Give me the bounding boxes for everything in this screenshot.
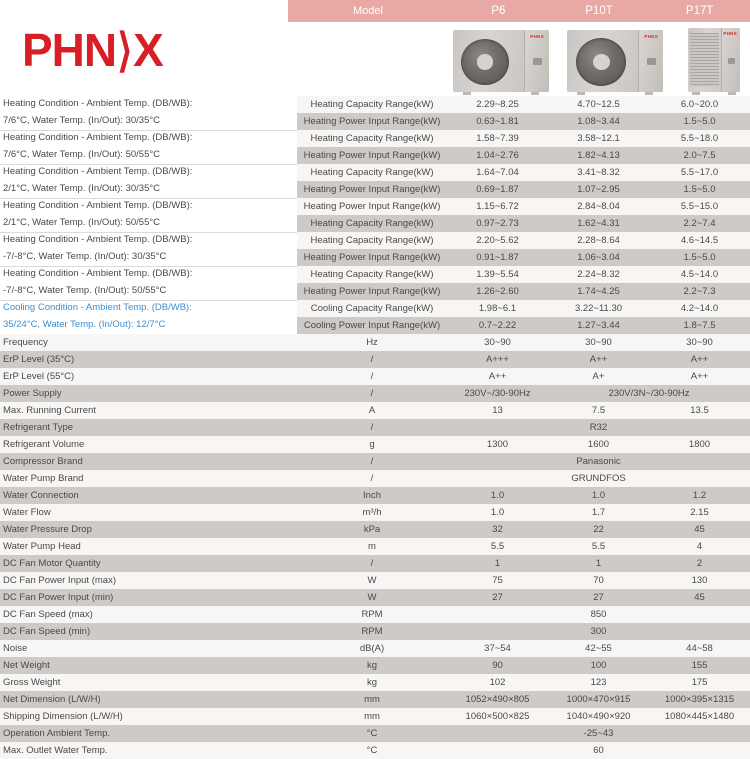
spec-unit: kg (297, 674, 447, 691)
value-p6: 0.91~1.87 (447, 249, 548, 266)
spec-label: Gross Weight (0, 674, 297, 691)
spec-label: DC Fan Speed (min) (0, 623, 297, 640)
value-p6: 102 (447, 674, 548, 691)
condition-label-line2: 7/6°C, Water Temp. (In/Out): 30/35°C (0, 113, 297, 130)
value-p6: 1.04~2.76 (447, 147, 548, 164)
value-p10t: 2.84~8.04 (548, 198, 649, 215)
spec-label: Water Pump Head (0, 538, 297, 555)
spec-unit: g (297, 436, 447, 453)
value-p6: 5.5 (447, 538, 548, 555)
table-row (0, 130, 750, 147)
model-header-band (288, 0, 750, 22)
value-p6: 30~90 (447, 334, 548, 351)
model-column-header-p6: P6 (491, 5, 506, 17)
value-p17t: 6.0~20.0 (649, 96, 750, 113)
value-p17t: 1800 (649, 436, 750, 453)
value-p6: 1060×500×825 (447, 708, 548, 725)
table-row (0, 181, 750, 198)
spec-unit: m³/h (297, 504, 447, 521)
value-p17t: 30~90 (649, 334, 750, 351)
spec-unit: W (297, 572, 447, 589)
value-p6: 75 (447, 572, 548, 589)
spec-label: Shipping Dimension (L/W/H) (0, 708, 297, 725)
value-p6: 1 (447, 555, 548, 572)
condition-label-line1: Heating Condition - Ambient Temp. (DB/WB): (0, 96, 297, 113)
table-row (0, 198, 750, 215)
table-row (0, 266, 750, 283)
value-p10t: 3.58~12.1 (548, 130, 649, 147)
value-p10t: 7.5 (548, 402, 649, 419)
value-p17t: 2.0~7.5 (649, 147, 750, 164)
value-p17t: 45 (649, 589, 750, 606)
value-p17t: 1.8~7.5 (649, 317, 750, 334)
spec-label: Compressor Brand (0, 453, 297, 470)
value-p17t: 2.2~7.4 (649, 215, 750, 232)
table-row (0, 317, 750, 334)
spec-unit: Hz (297, 334, 447, 351)
value-p17t: 1.5~5.0 (649, 113, 750, 130)
spec-label: Refrigerant Type (0, 419, 297, 436)
value-p17t: 13.5 (649, 402, 750, 419)
table-row (0, 113, 750, 130)
parameter-name: Heating Power Input Range(kW) (297, 198, 447, 215)
spec-unit: RPM (297, 623, 447, 640)
value-p10t: 1.27~3.44 (548, 317, 649, 334)
condition-label-line2: 7/6°C, Water Temp. (In/Out): 50/55°C (0, 147, 297, 164)
table-row (0, 368, 750, 385)
value-p10t: 1.06~3.04 (548, 249, 649, 266)
value-p10t: 1600 (548, 436, 649, 453)
product-photo-p6: PHNX (453, 30, 549, 92)
spec-unit: dB(A) (297, 640, 447, 657)
parameter-name: Heating Power Input Range(kW) (297, 113, 447, 130)
value-p10t: 30~90 (548, 334, 649, 351)
value-p6: 27 (447, 589, 548, 606)
table-row (0, 708, 750, 725)
value-p10t: 123 (548, 674, 649, 691)
condition-label-line1: Heating Condition - Ambient Temp. (DB/WB): (0, 266, 297, 283)
value-p10t: A+ (548, 368, 649, 385)
condition-label-line2: -7/-8°C, Water Temp. (In/Out): 50/55°C (0, 283, 297, 300)
parameter-name: Heating Power Input Range(kW) (297, 147, 447, 164)
condition-label-line1: Heating Condition - Ambient Temp. (DB/WB): (0, 164, 297, 181)
value-p6: 90 (447, 657, 548, 674)
value-p17t: 5.5~15.0 (649, 198, 750, 215)
spec-unit: Inch (297, 487, 447, 504)
table-row (0, 521, 750, 538)
spec-label: ErP Level (55°C) (0, 368, 297, 385)
model-column-header-p17t: P17T (685, 5, 714, 17)
table-row (0, 538, 750, 555)
value-p10t: 4.70~12.5 (548, 96, 649, 113)
value-p10t: 1.74~4.25 (548, 283, 649, 300)
table-row (0, 555, 750, 572)
value-p17t: A++ (649, 351, 750, 368)
spec-unit: A (297, 402, 447, 419)
value-p10t: 1.0 (548, 487, 649, 504)
table-row (0, 470, 750, 487)
spec-unit: / (297, 470, 447, 487)
value-p6: 37~54 (447, 640, 548, 657)
parameter-name: Heating Capacity Range(kW) (297, 130, 447, 147)
value-p10t: 3.41~8.32 (548, 164, 649, 181)
spec-unit: mm (297, 691, 447, 708)
spec-unit: / (297, 555, 447, 572)
parameter-name: Heating Capacity Range(kW) (297, 266, 447, 283)
spec-unit: kg (297, 657, 447, 674)
value-p10t: 27 (548, 589, 649, 606)
value-p10t: 70 (548, 572, 649, 589)
table-row (0, 691, 750, 708)
model-header-label: Model (353, 5, 383, 17)
value-all-models: 60 (447, 742, 750, 759)
spec-unit: / (297, 368, 447, 385)
value-all-models: Panasonic (447, 453, 750, 470)
table-row (0, 232, 750, 249)
value-p10t: A++ (548, 351, 649, 368)
spec-label: Net Dimension (L/W/H) (0, 691, 297, 708)
value-p6: A++ (447, 368, 548, 385)
value-p6: 1.26~2.60 (447, 283, 548, 300)
value-p6: A+++ (447, 351, 548, 368)
condition-label-line1: Cooling Condition - Ambient Temp. (DB/WB): (0, 300, 297, 317)
value-p10t-p17t: 230V/3N~/30-90Hz (548, 385, 750, 402)
parameter-name: Heating Capacity Range(kW) (297, 96, 447, 113)
spec-unit: / (297, 419, 447, 436)
value-all-models: 300 (447, 623, 750, 640)
value-p17t: 2 (649, 555, 750, 572)
table-row (0, 640, 750, 657)
table-row (0, 453, 750, 470)
specification-table (0, 96, 750, 759)
table-row (0, 606, 750, 623)
spec-label: DC Fan Power Input (min) (0, 589, 297, 606)
value-p17t: 45 (649, 521, 750, 538)
parameter-name: Cooling Power Input Range(kW) (297, 317, 447, 334)
condition-label-line1: Heating Condition - Ambient Temp. (DB/WB): (0, 198, 297, 215)
value-p6: 1.58~7.39 (447, 130, 548, 147)
parameter-name: Heating Power Input Range(kW) (297, 283, 447, 300)
table-row (0, 419, 750, 436)
spec-unit: mm (297, 708, 447, 725)
condition-label-line2: 2/1°C, Water Temp. (In/Out): 50/55°C (0, 215, 297, 232)
spec-label: Water Flow (0, 504, 297, 521)
spec-label: Water Pump Brand (0, 470, 297, 487)
condition-label-line2: 2/1°C, Water Temp. (In/Out): 30/35°C (0, 181, 297, 198)
value-p6: 1.39~5.54 (447, 266, 548, 283)
condition-label-line1: Heating Condition - Ambient Temp. (DB/WB): (0, 130, 297, 147)
value-p10t: 5.5 (548, 538, 649, 555)
product-photo-strip (445, 22, 750, 96)
parameter-name: Heating Capacity Range(kW) (297, 232, 447, 249)
table-row (0, 300, 750, 317)
value-p10t: 3.22~11.30 (548, 300, 649, 317)
value-p17t: 2.2~7.3 (649, 283, 750, 300)
table-row (0, 487, 750, 504)
value-p17t: 4.6~14.5 (649, 232, 750, 249)
spec-label: Water Pressure Drop (0, 521, 297, 538)
table-row (0, 385, 750, 402)
value-p10t: 2.28~8.64 (548, 232, 649, 249)
value-p17t: 4 (649, 538, 750, 555)
value-p10t: 1.7 (548, 504, 649, 521)
table-row (0, 164, 750, 181)
table-row (0, 249, 750, 266)
value-all-models: R32 (447, 419, 750, 436)
value-all-models: GRUNDFOS (447, 470, 750, 487)
value-p17t: 130 (649, 572, 750, 589)
table-row (0, 351, 750, 368)
spec-unit: °C (297, 725, 447, 742)
value-p10t: 1.62~4.31 (548, 215, 649, 232)
parameter-name: Heating Power Input Range(kW) (297, 249, 447, 266)
value-p10t: 42~55 (548, 640, 649, 657)
table-row (0, 742, 750, 759)
table-row (0, 283, 750, 300)
value-p6: 0.7~2.22 (447, 317, 548, 334)
value-p17t: A++ (649, 368, 750, 385)
table-row (0, 572, 750, 589)
value-p6: 1.64~7.04 (447, 164, 548, 181)
model-column-header-p10t: P10T (585, 5, 613, 17)
spec-label: Max. Outlet Water Temp. (0, 742, 297, 759)
value-p6: 1300 (447, 436, 548, 453)
logo-chevron-icon: ⟩ (117, 24, 132, 76)
spec-label: Frequency (0, 334, 297, 351)
value-p17t: 2.15 (649, 504, 750, 521)
table-row (0, 96, 750, 113)
value-p17t: 1.5~5.0 (649, 249, 750, 266)
value-p6: 2.29~8.25 (447, 96, 548, 113)
table-row (0, 147, 750, 164)
value-p10t: 1 (548, 555, 649, 572)
table-row (0, 402, 750, 419)
product-photo-p10t: PHNX (567, 30, 663, 92)
value-p6: 230V~/30-90Hz (447, 385, 548, 402)
spec-label: DC Fan Power Input (max) (0, 572, 297, 589)
value-p17t: 4.2~14.0 (649, 300, 750, 317)
table-row (0, 504, 750, 521)
value-p17t: 175 (649, 674, 750, 691)
value-p10t: 1040×490×920 (548, 708, 649, 725)
value-p10t: 2.24~8.32 (548, 266, 649, 283)
value-p6: 0.63~1.81 (447, 113, 548, 130)
table-row (0, 334, 750, 351)
value-p17t: 1.2 (649, 487, 750, 504)
value-p6: 1.0 (447, 487, 548, 504)
table-row (0, 589, 750, 606)
table-row (0, 674, 750, 691)
value-p10t: 1.08~3.44 (548, 113, 649, 130)
table-row (0, 215, 750, 232)
value-p6: 2.20~5.62 (447, 232, 548, 249)
value-p6: 0.97~2.73 (447, 215, 548, 232)
table-row (0, 725, 750, 742)
value-all-models: 850 (447, 606, 750, 623)
phnix-logo: PHN⟩X (22, 24, 163, 76)
table-row (0, 623, 750, 640)
parameter-name: Heating Capacity Range(kW) (297, 164, 447, 181)
value-p6: 1052×490×805 (447, 691, 548, 708)
value-p10t: 1.07~2.95 (548, 181, 649, 198)
parameter-name: Cooling Capacity Range(kW) (297, 300, 447, 317)
spec-label: Refrigerant Volume (0, 436, 297, 453)
condition-label-line2: 35/24°C, Water Temp. (In/Out): 12/7°C (0, 317, 297, 334)
value-p6: 1.98~6.1 (447, 300, 548, 317)
value-p17t: 1000×395×1315 (649, 691, 750, 708)
value-p6: 13 (447, 402, 548, 419)
spec-unit: / (297, 351, 447, 368)
spec-label: Water Connection (0, 487, 297, 504)
value-p17t: 5.5~18.0 (649, 130, 750, 147)
spec-unit: / (297, 453, 447, 470)
value-p6: 0.69~1.87 (447, 181, 548, 198)
value-p17t: 155 (649, 657, 750, 674)
value-p10t: 100 (548, 657, 649, 674)
spec-label: Net Weight (0, 657, 297, 674)
value-p6: 1.15~6.72 (447, 198, 548, 215)
table-body (0, 96, 750, 759)
spec-label: Power Supply (0, 385, 297, 402)
value-p17t: 5.5~17.0 (649, 164, 750, 181)
spec-label: DC Fan Motor Quantity (0, 555, 297, 572)
spec-label: ErP Level (35°C) (0, 351, 297, 368)
value-all-models: -25~43 (447, 725, 750, 742)
spec-unit: m (297, 538, 447, 555)
parameter-name: Heating Capacity Range(kW) (297, 215, 447, 232)
value-p10t: 22 (548, 521, 649, 538)
spec-label: Max. Running Current (0, 402, 297, 419)
spec-unit: °C (297, 742, 447, 759)
logo-wordmark: PHN (22, 24, 117, 76)
spec-label: Operation Ambient Temp. (0, 725, 297, 742)
value-p17t: 4.5~14.0 (649, 266, 750, 283)
value-p6: 1.0 (447, 504, 548, 521)
value-p6: 32 (447, 521, 548, 538)
value-p10t: 1000×470×915 (548, 691, 649, 708)
spec-unit: W (297, 589, 447, 606)
value-p17t: 1.5~5.0 (649, 181, 750, 198)
condition-label-line1: Heating Condition - Ambient Temp. (DB/WB): (0, 232, 297, 249)
product-photo-p17t: PHNX (688, 28, 740, 92)
value-p10t: 1.82~4.13 (548, 147, 649, 164)
spec-unit: / (297, 385, 447, 402)
spec-unit: RPM (297, 606, 447, 623)
value-p17t: 1080×445×1480 (649, 708, 750, 725)
spec-unit: kPa (297, 521, 447, 538)
spec-label: Noise (0, 640, 297, 657)
parameter-name: Heating Power Input Range(kW) (297, 181, 447, 198)
table-row (0, 436, 750, 453)
table-row (0, 657, 750, 674)
spec-label: DC Fan Speed (max) (0, 606, 297, 623)
value-p17t: 44~58 (649, 640, 750, 657)
condition-label-line2: -7/-8°C, Water Temp. (In/Out): 30/35°C (0, 249, 297, 266)
